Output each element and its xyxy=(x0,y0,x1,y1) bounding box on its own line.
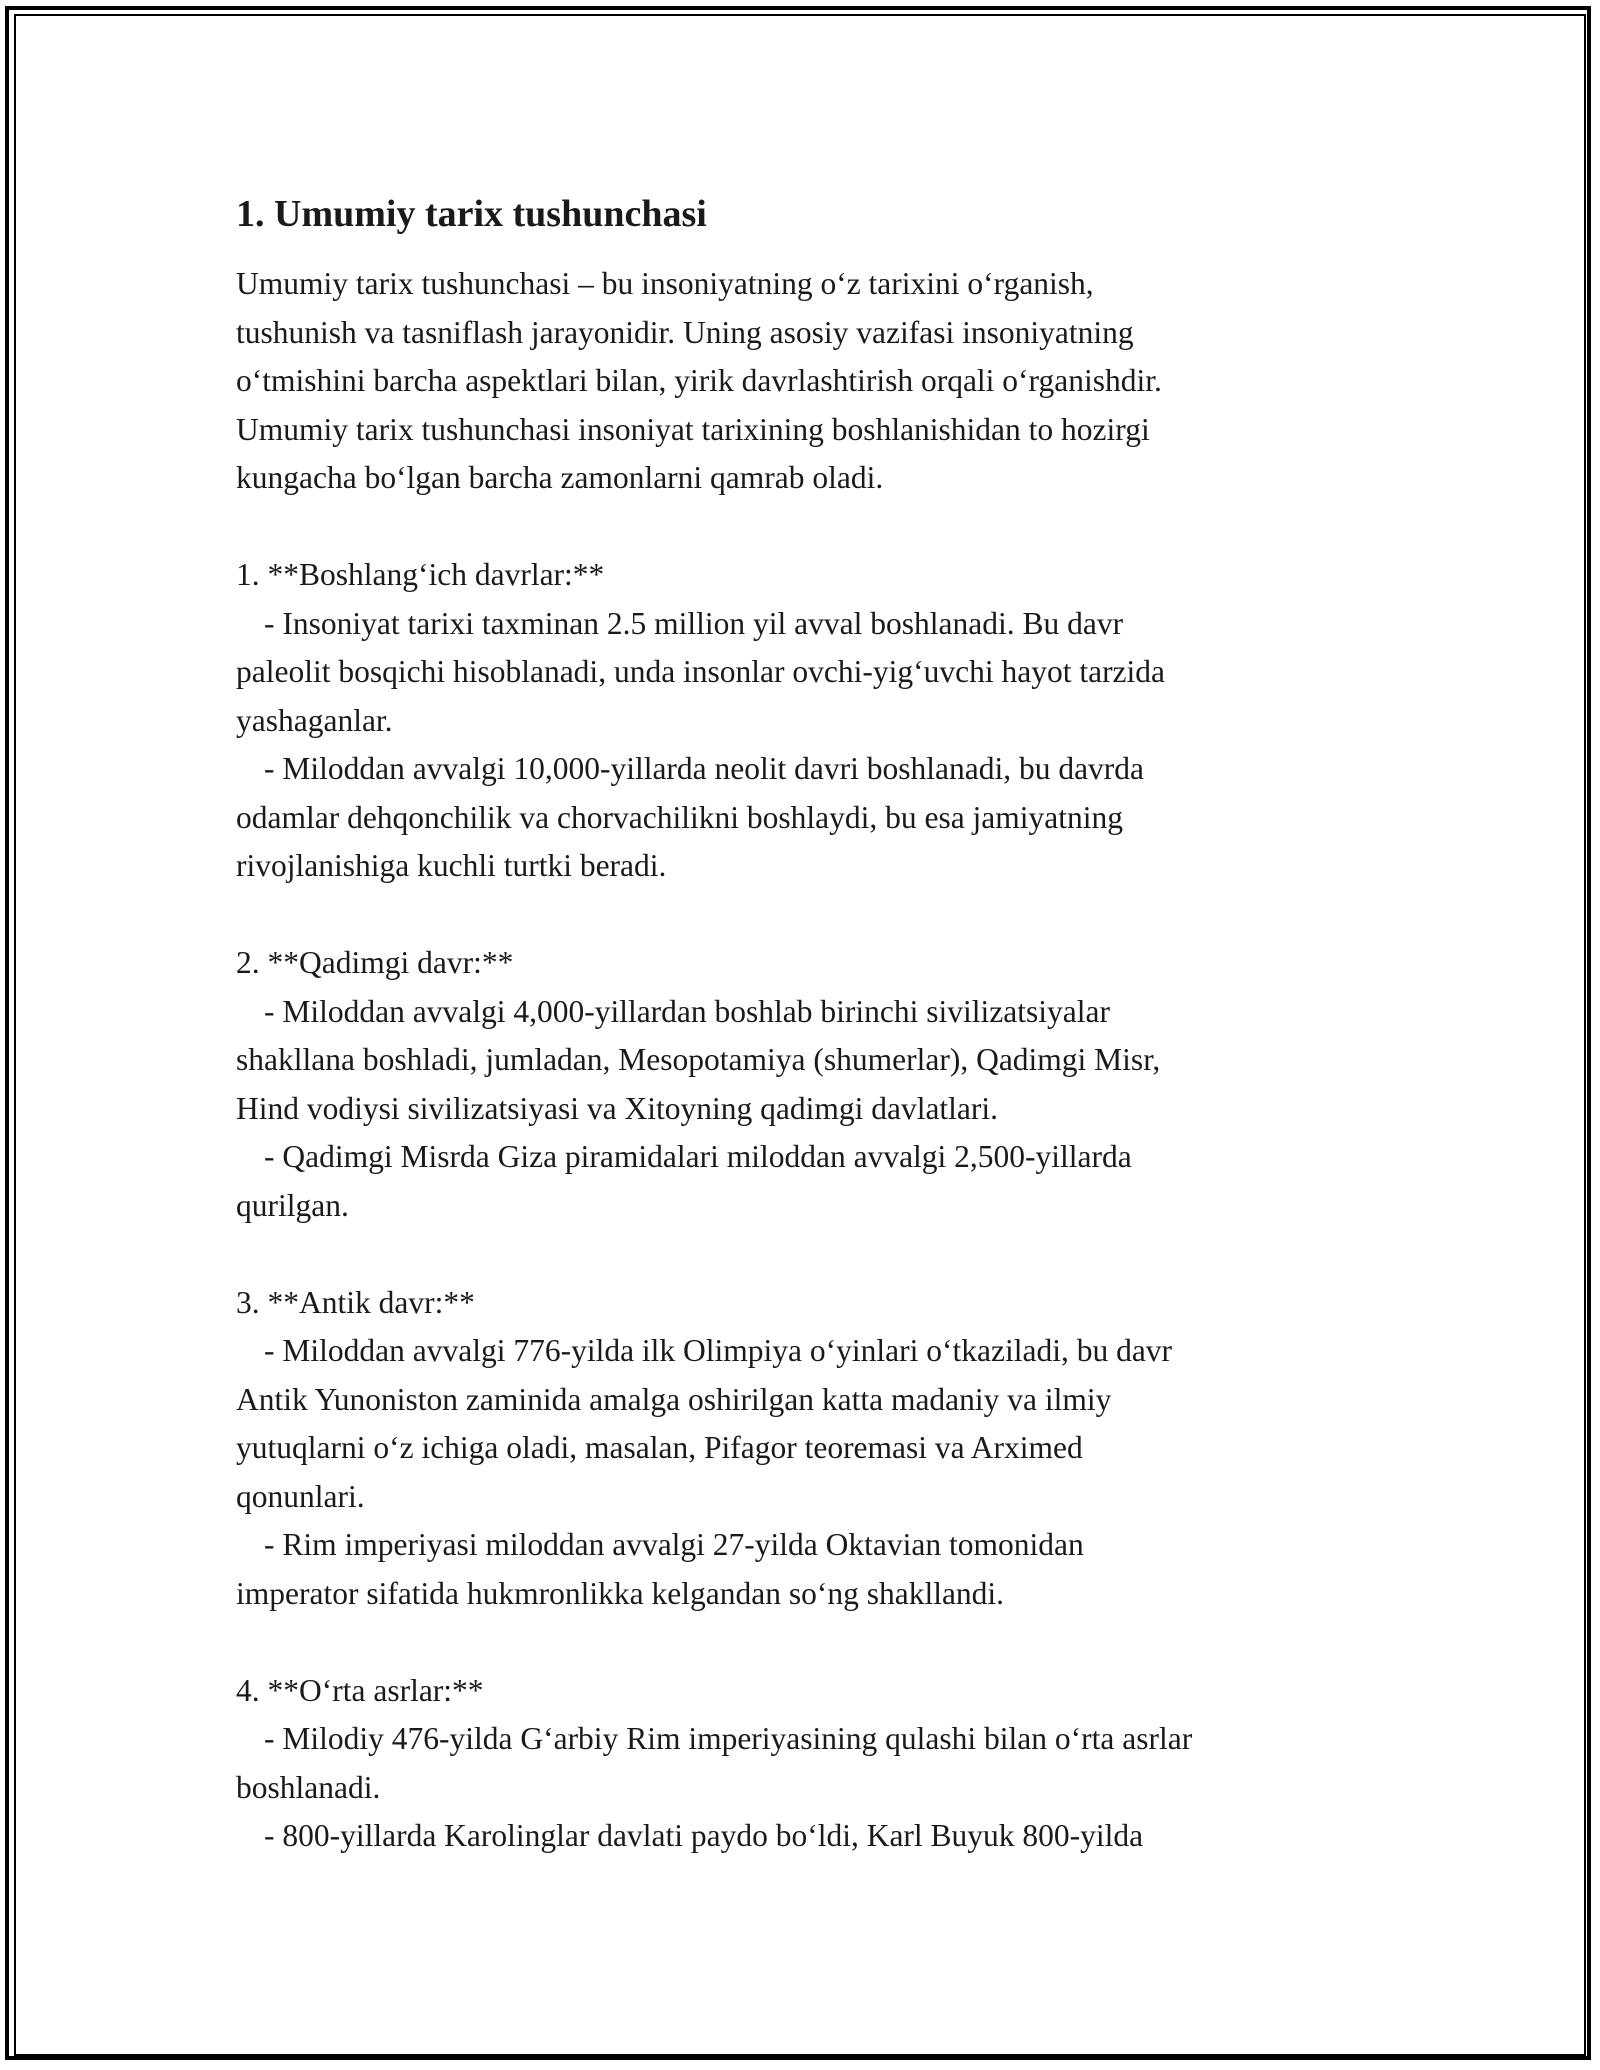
section-line: - Qadimgi Misrda Giza piramidalari miloddan avvalgi 2,500-yillarda xyxy=(264,1139,1132,1174)
intro-line: Umumiy tarix tushunchasi – bu insoniyatning o‘z tarixini o‘rganish, xyxy=(236,266,1094,301)
intro-line: tushunish va tasniflash jarayonidir. Uning asosiy vazifasi insoniyatning xyxy=(236,314,1134,350)
section-line: qurilgan. xyxy=(236,1187,349,1223)
section-orta-asrlar xyxy=(236,1667,1386,1861)
section-line: paleolit bosqichi hisoblanadi, unda insonlar ovchi-yig‘uvchi hayot tarzida xyxy=(236,654,1166,689)
section-line: Antik Yunoniston zaminida amalga oshirilgan katta madaniy va ilmiy xyxy=(236,1381,1112,1417)
section-line: boshlanadi. xyxy=(236,1769,381,1805)
section-title: 2. **Qadimgi davr:** xyxy=(236,945,514,980)
intro-line: kungacha bo‘lgan barcha zamonlarni qamrab oladi. xyxy=(236,460,884,495)
section-line: - Milodiy 476-yilda G‘arbiy Rim imperiyasining qulashi bilan o‘rta asrlar xyxy=(264,1721,1193,1756)
section-line: yutuqlarni o‘z ichiga oladi, masalan, Pifagor teoremasi va Arximed xyxy=(236,1430,1083,1465)
intro-line: o‘tmishini barcha aspektlari bilan, yirik davrlashtirish orqali o‘rganishdir. xyxy=(236,363,1162,398)
document-heading: 1. Umumiy tarix tushunchasi xyxy=(236,193,707,235)
section-line: shakllana boshladi, jumladan, Mesopotamiya (shumerlar), Qadimgi Misr, xyxy=(236,1042,1161,1077)
section-line: - Miloddan avvalgi 10,000-yillarda neolit davri boshlanadi, bu davrda xyxy=(264,751,1145,786)
section-line: yashaganlar. xyxy=(236,702,393,738)
spacer xyxy=(236,1618,1386,1667)
document-body xyxy=(236,184,1386,1861)
intro-line: Umumiy tarix tushunchasi insoniyat tarixining boshlanishidan to hozirgi xyxy=(236,411,1150,447)
section-line: - 800-yillarda Karolinglar davlati paydo bo‘ldi, Karl Buyuk 800-yilda xyxy=(264,1818,1144,1853)
section-boshlangich xyxy=(236,551,1386,891)
section-line: - Rim imperiyasi miloddan avvalgi 27-yilda Oktavian tomonidan xyxy=(264,1527,1084,1562)
section-line: - Miloddan avvalgi 4,000-yillardan boshlab birinchi sivilizatsiyalar xyxy=(264,993,1110,1029)
section-line: odamlar dehqonchilik va chorvachilikni boshlaydi, bu esa jamiyatning xyxy=(236,799,1124,835)
section-qadimgi xyxy=(236,939,1386,1230)
section-line: qonunlari. xyxy=(236,1478,365,1514)
section-line: - Miloddan avvalgi 776-yilda ilk Olimpiya o‘yinlari o‘tkaziladi, bu davr xyxy=(264,1333,1173,1368)
section-title: 1. **Boshlang‘ich davrlar:** xyxy=(236,557,605,592)
section-antik xyxy=(236,1279,1386,1619)
section-line: - Insoniyat tarixi taxminan 2.5 million yil avval boshlanadi. Bu davr xyxy=(264,605,1124,641)
section-line: rivojlanishiga kuchli turtki beradi. xyxy=(236,848,667,883)
spacer xyxy=(236,503,1386,552)
section-title: 3. **Antik davr:** xyxy=(236,1284,475,1320)
section-line: imperator sifatida hukmronlikka kelgandan so‘ng shakllandi. xyxy=(236,1575,1005,1611)
spacer xyxy=(236,891,1386,940)
section-title: 4. **O‘rta asrlar:** xyxy=(236,1672,484,1708)
section-line: Hind vodiysi sivilizatsiyasi va Xitoyning qadimgi davlatlari. xyxy=(236,1090,999,1126)
intro-paragraph xyxy=(236,260,1386,503)
spacer xyxy=(236,1230,1386,1279)
